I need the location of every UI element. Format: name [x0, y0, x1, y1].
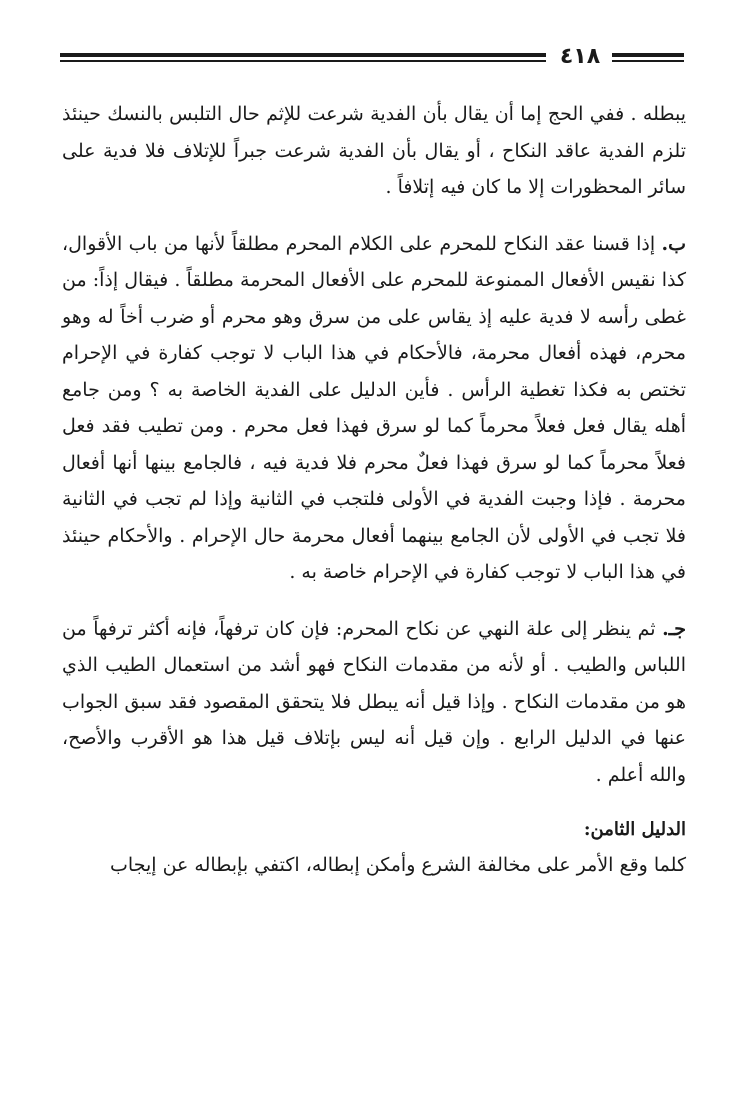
page-header [60, 44, 684, 70]
paragraph-marker: جـ. [662, 617, 686, 640]
paragraph-text: ثم ينظر إلى علة النهي عن نكاح المحرم: فإن كان ترفهاً، فإنه أكثر ترفهاً من اللباس والطيب . أو لأنه من مقدمات النكاح فهو أشد من استعمال الطيب الذي هو من مقدمات النكاح . وإذا قيل أنه يبطل فلا يتحقق المقصود فقد سبق الجواب عنها في الدليل الرابع . وإن قيل أنه ليس بإتلاف قيل هذا هو الأقرب والأصح، والله أعلم . [62, 617, 686, 786]
paragraph-text: إذا قسنا عقد النكاح للمحرم على الكلام المحرم مطلقاً لأنها من باب الأقوال، كذا نقيس الأفعال الممنوعة للمحرم على الأفعال المحرمة مطلقاً . فيقال إذاً: من غطى رأسه لا فدية عليه إذ يقاس على من سرق وهو محرم أو ضرب أخاً له وهو محرم، فهذه أفعال محرمة، فالأحكام في هذا الباب لا توجب كفارة في الإحرام تختص به فكذا تغطية الرأس . فأين الدليل على الفدية الخاصة به ؟ ومن جامع أهله يقال فعل فعلاً محرماً كما لو سرق فهذا فعل محرم . ومن تطيب فقد فعل فعلاً محرماً كما لو سرق فهذا فعلٌ محرم فلا فدية فيه ، فالجامع بينها أنها أفعال محرمة . فإذا وجبت الفدية في الأولى فلتجب في الثانية وإذا لم تجب في الثانية فلا تجب في الأولى لأن الجامع بينهما أفعال محرمة حال الإحرام . والأحكام حينئذ في هذا الباب لا توجب كفارة في الإحرام خاصة به . [62, 232, 686, 583]
page-body [62, 96, 686, 884]
section-title: الدليل الثامن: [583, 819, 686, 840]
paragraph-marker: ب. [661, 232, 686, 255]
paragraph-b [62, 226, 686, 591]
paragraph-text: يبطله . ففي الحج إما أن يقال بأن الفدية شرعت للإثم حال التلبس بالنسك حينئذ تلزم الفدية عاقد النكاح ، أو يقال بأن الفدية شرعت جبراً للإتلاف فلا فدية على سائر المحظورات إلا ما كان فيه إتلافاً . [62, 103, 686, 198]
paragraph-jim [62, 611, 686, 794]
page-number: ٤١٨ [559, 44, 601, 69]
section-text: كلما وقع الأمر على مخالفة الشرع وأمكن إبطاله، اكتفي بإبطاله عن إيجاب [110, 854, 686, 876]
paragraph-intro [62, 96, 686, 206]
